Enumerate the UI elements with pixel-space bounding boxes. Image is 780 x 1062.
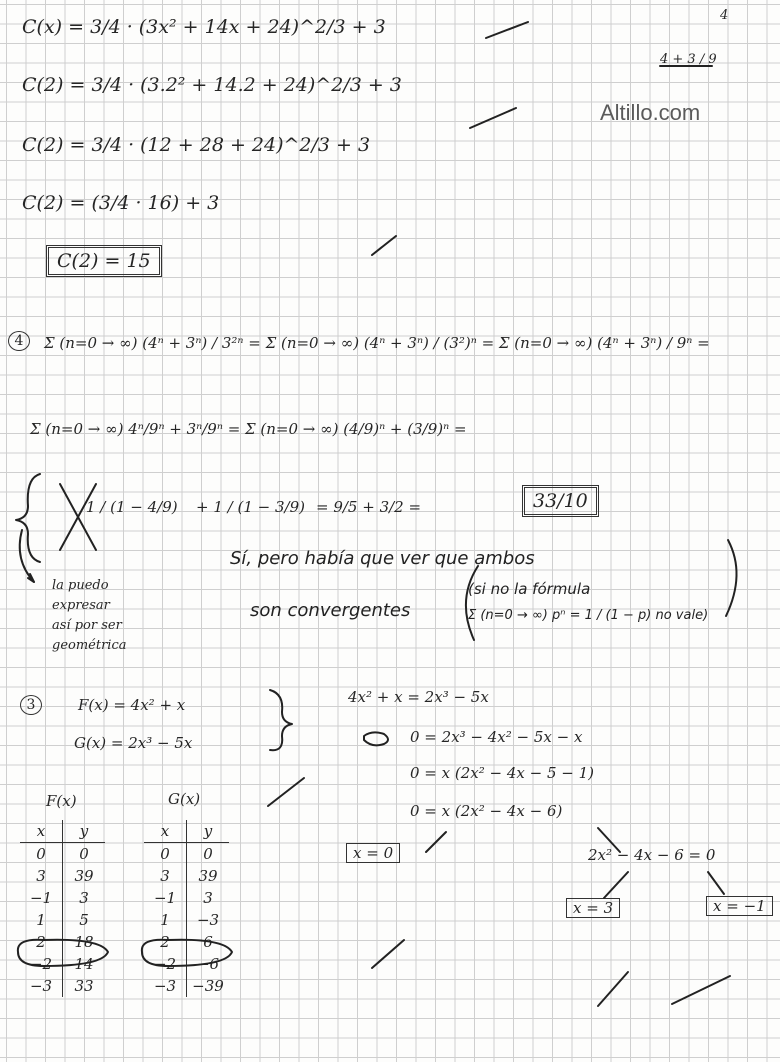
check-mark xyxy=(470,108,516,128)
table-cell: 3 xyxy=(79,889,89,907)
corner-fraction: 4 + 3 / 9 xyxy=(660,52,717,67)
p2-result-box: C(2) = 15 xyxy=(46,245,162,277)
table-cell: −3 xyxy=(196,911,220,929)
circle-minus-2-g xyxy=(142,940,232,966)
check-mark xyxy=(598,972,628,1006)
check-mark xyxy=(372,236,396,255)
table-cell: 5 xyxy=(79,911,89,929)
check-mark xyxy=(672,976,730,1004)
p3-g-definition: G(x) = 2x³ − 5x xyxy=(74,734,193,752)
table-cell: 33 xyxy=(74,977,94,995)
p4-student-note-4: geométrica xyxy=(52,638,127,653)
table-cell: −1 xyxy=(20,887,63,909)
table-g-header-x: x xyxy=(144,820,187,843)
p3-quadratic: 2x² − 4x − 6 = 0 xyxy=(588,846,716,864)
table-f-header-y: y xyxy=(63,820,106,843)
p2-line-4: C(2) = (3/4 · 16) + 3 xyxy=(22,192,220,214)
p4-number-circle: 4 xyxy=(8,331,30,351)
p3-root-minus-1: x = −1 xyxy=(706,896,773,916)
check-mark xyxy=(426,832,446,852)
table-cell: −3 xyxy=(144,975,187,997)
p4-line-3-term-a: 1 / (1 − 4/9) xyxy=(86,498,178,516)
p4-teacher-note-1: Sí, pero había que ver que ambos xyxy=(230,548,535,569)
table-cell: 3 xyxy=(203,889,213,907)
table-f-title: F(x) xyxy=(46,792,77,810)
p4-student-note-1: la puedo xyxy=(52,578,109,593)
table-cell: 14 xyxy=(74,955,94,973)
p3-eq-3: 0 = x (2x² − 4x − 5 − 1) xyxy=(410,764,594,782)
circle-minus-2 xyxy=(18,940,108,966)
table-cell: 39 xyxy=(74,867,94,885)
table-cell: 0 xyxy=(79,845,89,863)
check-mark xyxy=(372,940,404,968)
p3-eq-2: 0 = 2x³ − 4x² − 5x − x xyxy=(410,728,583,746)
p4-line-1: Σ (n=0 → ∞) (4ⁿ + 3ⁿ) / 3²ⁿ = Σ (n=0 → ∞) (4ⁿ + 3ⁿ) / (3²)ⁿ = Σ (n=0 → ∞) (4ⁿ + 3ⁿ) / 9ⁿ = xyxy=(44,334,710,352)
table-cell: 39 xyxy=(198,867,218,885)
check-mark xyxy=(268,778,304,806)
pointer-line xyxy=(598,828,620,852)
p4-student-note-3: así por ser xyxy=(52,618,122,633)
scribble-mark xyxy=(364,732,388,745)
p4-line-3-sum: = 9/5 + 3/2 = xyxy=(316,498,422,516)
table-cell: −2 xyxy=(20,953,63,975)
table-cell: 0 xyxy=(20,843,63,866)
table-cell: −1 xyxy=(144,887,187,909)
p2-line-2: C(2) = 3/4 · (3.2² + 14.2 + 24)^2/3 + 3 xyxy=(22,74,402,96)
table-cell: 2 xyxy=(20,931,63,953)
close-paren xyxy=(726,540,737,616)
open-paren xyxy=(466,566,478,640)
table-cell: −39 xyxy=(192,977,224,995)
table-f-header-x: x xyxy=(20,820,63,843)
p4-line-3-term-b: + 1 / (1 − 3/9) xyxy=(196,498,305,516)
p4-teacher-note-4: Σ (n=0 → ∞) pⁿ = 1 / (1 − p) no vale) xyxy=(468,608,709,623)
table-cell: 3 xyxy=(144,865,187,887)
table-cell: −6 xyxy=(196,955,220,973)
table-cell: 0 xyxy=(144,843,187,866)
table-cell: −3 xyxy=(20,975,63,997)
pointer-line xyxy=(604,872,628,898)
p3-number-circle: 3 xyxy=(20,695,42,715)
table-g-header-y: y xyxy=(187,820,230,843)
p4-line-2: Σ (n=0 → ∞) 4ⁿ/9ⁿ + 3ⁿ/9ⁿ = Σ (n=0 → ∞) (4/9)ⁿ + (3/9)ⁿ = xyxy=(30,420,467,438)
table-cell: 0 xyxy=(203,845,213,863)
p4-teacher-note-2: son convergentes xyxy=(250,600,411,621)
p2-line-3: C(2) = 3/4 · (12 + 28 + 24)^2/3 + 3 xyxy=(22,134,371,156)
p3-eq-4: 0 = x (2x² − 4x − 6) xyxy=(410,802,563,820)
p3-eq-1: 4x² + x = 2x³ − 5x xyxy=(348,688,489,706)
p4-result-box: 33/10 xyxy=(522,485,599,517)
p3-f-definition: F(x) = 4x² + x xyxy=(78,696,186,714)
table-g-title: G(x) xyxy=(168,790,201,808)
p4-teacher-note-3: (si no la fórmula xyxy=(468,580,591,598)
watermark-text: Altillo.com xyxy=(600,100,701,125)
check-mark xyxy=(486,22,528,38)
table-cell: −2 xyxy=(144,953,187,975)
table-cell: 1 xyxy=(20,909,63,931)
p2-line-1: C(x) = 3/4 · (3x² + 14x + 24)^2/3 + 3 xyxy=(22,16,386,38)
table-cell: 1 xyxy=(144,909,187,931)
p4-student-note-2: expresar xyxy=(52,598,110,613)
table-cell: 6 xyxy=(203,933,213,951)
table-cell: 3 xyxy=(20,865,63,887)
p3-root-0: x = 0 xyxy=(346,843,400,863)
table-cell: 18 xyxy=(74,933,94,951)
right-brace xyxy=(270,690,292,750)
p3-root-3: x = 3 xyxy=(566,898,620,918)
table-cell: 2 xyxy=(144,931,187,953)
corner-mark: 4 xyxy=(720,8,729,23)
pointer-line xyxy=(708,872,724,894)
